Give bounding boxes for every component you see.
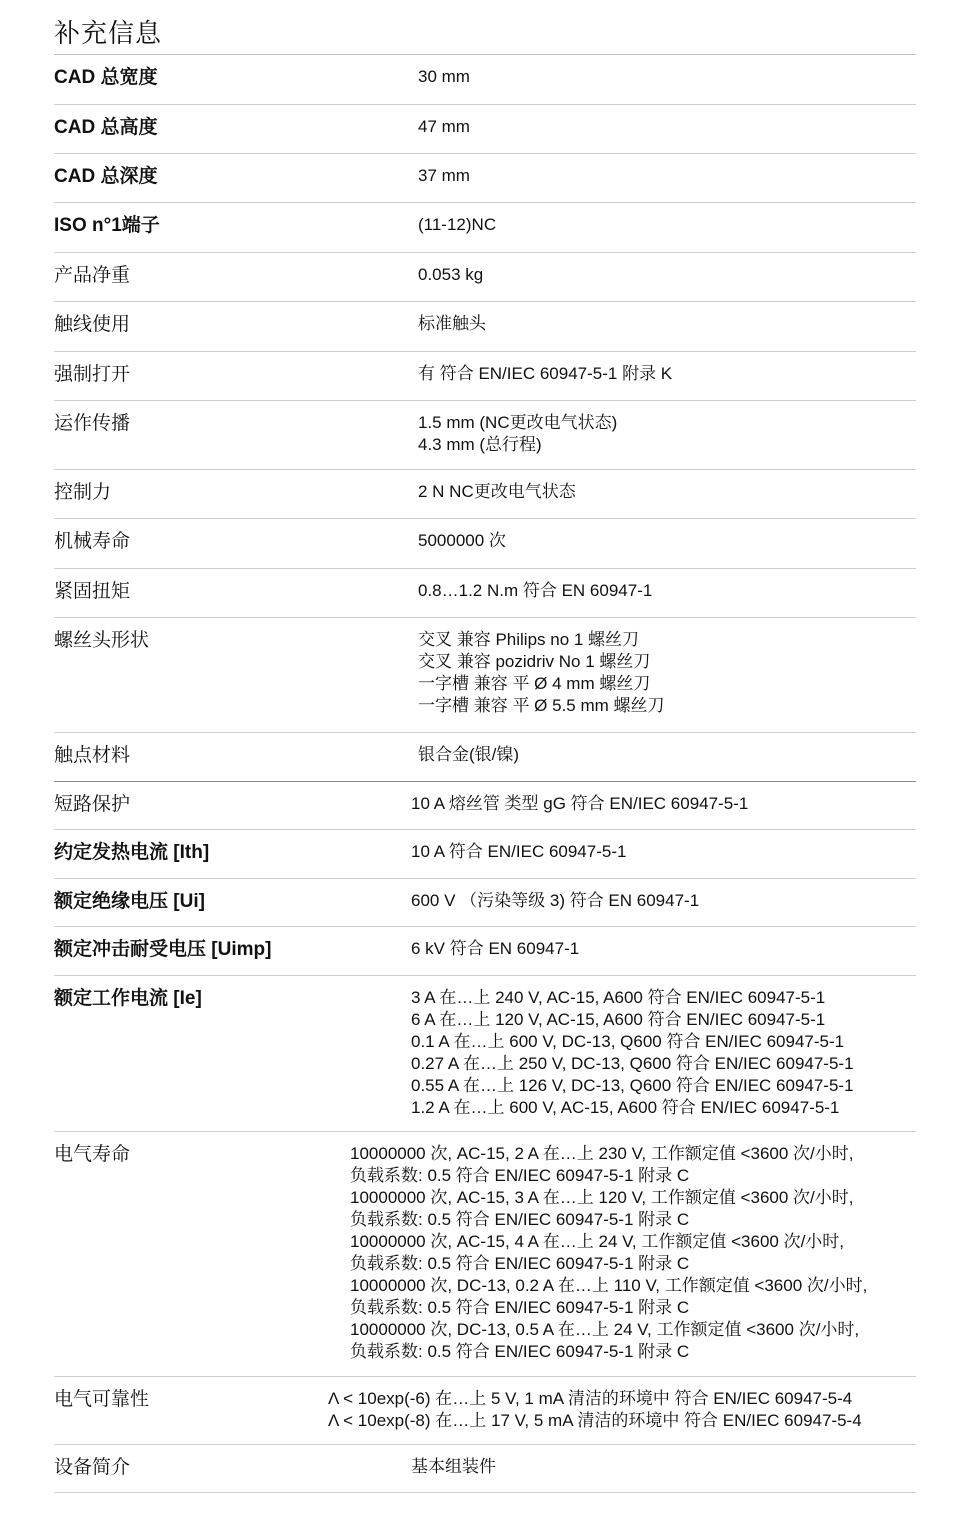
spec-value [418,264,483,286]
spec-value-line: Λ < 10exp(-6) 在…上 5 V, 1 mA 清洁的环境中 符合 EN/IEC 60947-5-4 [328,1389,853,1408]
spec-value-line: 4.3 mm (总行程) [418,435,542,454]
spec-value [418,313,486,335]
spec-value-line: 10 A 熔丝管 类型 gG 符合 EN/IEC 60947-5-1 [411,794,749,813]
spec-label: 额定绝缘电压 [Ui] [54,891,205,912]
spec-value [418,530,506,552]
spec-value [418,214,496,236]
spec-value [418,412,617,456]
spec-row [54,401,916,470]
spec-value [418,165,470,187]
spec-value-line: 10000000 次, AC-15, 2 A 在…上 230 V, 工作额定值 <3600 次/小时, [350,1144,854,1163]
spec-value [411,890,699,912]
spec-value-line: Λ < 10exp(-8) 在…上 17 V, 5 mA 清洁的环境中 符合 EN/IEC 60947-5-4 [328,1411,862,1430]
spec-value-line: 30 mm [418,67,470,86]
spec-label: 螺丝头形状 [54,630,150,651]
spec-value-line: 负载系数: 0.5 符合 EN/IEC 60947-5-1 附录 C [350,1342,690,1361]
spec-value-line: 47 mm [418,117,470,136]
spec-value-line: (11-12)NC [418,215,497,234]
spec-row [54,976,916,1132]
spec-row [54,352,916,401]
spec-value-line: 一字槽 兼容 平 Ø 4 mm 螺丝刀 [418,674,651,693]
spec-row [54,1132,916,1377]
spec-value-line: 0.55 A 在…上 126 V, DC-13, Q600 符合 EN/IEC 60947-5-1 [411,1076,854,1095]
spec-value-line: 负载系数: 0.5 符合 EN/IEC 60947-5-1 附录 C [350,1298,690,1317]
spec-value-line: 6 A 在…上 120 V, AC-15, A600 符合 EN/IEC 60947-5-1 [411,1010,826,1029]
spec-label: 短路保护 [54,794,131,815]
spec-label: 电气可靠性 [54,1389,150,1410]
spec-value-line: 一字槽 兼容 平 Ø 5.5 mm 螺丝刀 [418,696,665,715]
spec-label: 设备简介 [54,1457,131,1478]
spec-label: 紧固扭矩 [54,581,131,602]
spec-value [418,744,519,766]
spec-value-line: 3 A 在…上 240 V, AC-15, A600 符合 EN/IEC 60947-5-1 [411,988,826,1007]
section-title: 补充信息 [54,18,163,48]
spec-value [411,793,748,815]
spec-value [418,116,470,138]
spec-row [54,154,916,203]
spec-row [54,927,916,976]
spec-value-line: 600 V （污染等级 3) 符合 EN 60947-1 [411,891,700,910]
spec-table [54,54,916,1493]
spec-row [54,879,916,927]
spec-label: 触点材料 [54,745,131,766]
spec-row [54,519,916,569]
spec-value-line: 10000000 次, AC-15, 3 A 在…上 120 V, 工作额定值 <3600 次/小时, [350,1188,854,1207]
spec-value-line: 10 A 符合 EN/IEC 60947-5-1 [411,842,627,861]
spec-value-line: 1.5 mm (NC更改电气状态) [418,413,618,432]
spec-label: CAD 总宽度 [54,67,158,88]
spec-label: 强制打开 [54,364,131,385]
spec-value-line: 5000000 次 [418,531,506,550]
spec-value-line: 0.27 A 在…上 250 V, DC-13, Q600 符合 EN/IEC 60947-5-1 [411,1054,854,1073]
spec-row [54,1377,916,1445]
spec-label: 电气寿命 [54,1144,131,1165]
spec-value [418,580,652,602]
spec-row [54,782,916,830]
spec-value-line: 银合金(银/镍) [418,745,520,764]
spec-value-line: 交叉 兼容 Philips no 1 螺丝刀 [418,630,640,649]
spec-row [54,55,916,105]
spec-value-line: 10000000 次, DC-13, 0.5 A 在…上 24 V, 工作额定值 <3600 次/小时, [350,1320,860,1339]
spec-label: CAD 总深度 [54,166,158,187]
spec-value-line: 2 N NC更改电气状态 [418,482,576,501]
spec-value [328,1388,862,1432]
spec-row [54,830,916,879]
spec-label: 机械寿命 [54,531,131,552]
spec-value [418,481,576,503]
spec-value-line: 0.1 A 在…上 600 V, DC-13, Q600 符合 EN/IEC 60947-5-1 [411,1032,845,1051]
spec-value-line: 0.8…1.2 N.m 符合 EN 60947-1 [418,581,653,600]
spec-value-line: 0.053 kg [418,265,484,284]
spec-value [411,841,626,863]
spec-value-line: 交叉 兼容 pozidriv No 1 螺丝刀 [418,652,651,671]
spec-row [54,569,916,618]
spec-label: 运作传播 [54,413,131,434]
spec-value-line: 基本组装件 [411,1457,496,1476]
spec-value [418,363,672,385]
spec-label: 额定工作电流 [Ie] [54,988,202,1009]
spec-label: 额定冲击耐受电压 [Uimp] [54,939,272,960]
spec-label: CAD 总高度 [54,117,158,138]
spec-row [54,253,916,302]
spec-row [54,618,916,733]
spec-row [54,470,916,519]
spec-row [54,105,916,154]
spec-label: 触线使用 [54,314,131,335]
spec-value-line: 37 mm [418,166,470,185]
spec-row [54,302,916,352]
spec-value-line: 负载系数: 0.5 符合 EN/IEC 60947-5-1 附录 C [350,1166,690,1185]
spec-label: 控制力 [54,482,112,503]
spec-value-line: 负载系数: 0.5 符合 EN/IEC 60947-5-1 附录 C [350,1210,690,1229]
spec-row [54,1445,916,1493]
spec-label: 约定发热电流 [Ith] [54,842,210,863]
spec-value [350,1143,867,1363]
spec-value-line: 标准触头 [418,314,486,333]
spec-row [54,733,916,782]
spec-label: 产品净重 [54,265,131,286]
spec-value [418,629,665,717]
spec-value [411,938,579,960]
spec-row [54,203,916,253]
spec-value [418,66,470,88]
spec-value-line: 1.2 A 在…上 600 V, AC-15, A600 符合 EN/IEC 60947-5-1 [411,1098,840,1117]
spec-value-line: 6 kV 符合 EN 60947-1 [411,939,580,958]
spec-value-line: 10000000 次, AC-15, 4 A 在…上 24 V, 工作额定值 <3600 次/小时, [350,1232,845,1251]
spec-value-line: 10000000 次, DC-13, 0.2 A 在…上 110 V, 工作额定值 <3600 次/小时, [350,1276,868,1295]
spec-value-line: 负载系数: 0.5 符合 EN/IEC 60947-5-1 附录 C [350,1254,690,1273]
spec-label: ISO n°1端子 [54,215,160,236]
spec-value-line: 有 符合 EN/IEC 60947-5-1 附录 K [418,364,673,383]
spec-value [411,1456,496,1478]
spec-value [411,987,854,1119]
